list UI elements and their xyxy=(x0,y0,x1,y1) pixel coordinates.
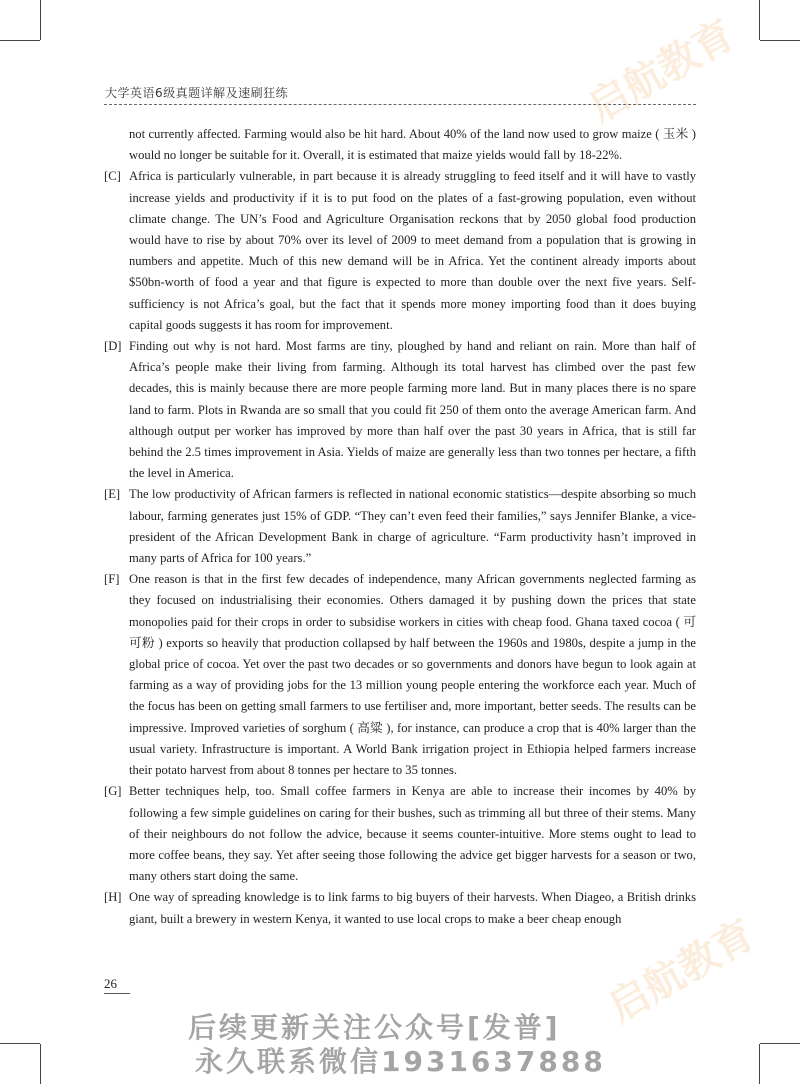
crop-mark xyxy=(759,1044,760,1084)
crop-mark xyxy=(0,40,40,41)
paragraph xyxy=(104,336,696,484)
paragraph-text: One reason is that in the first few decades of independence, many African governments neglected farming as they focused on industrialising their economies. Others damaged it by pushing down the prices that state monopolies paid for their crops in order to subsidise workers in cities with cheap food. Ghana taxed cocoa ( 可可粉 ) exports so heavily that production collapsed by half between the 1960s and 1980s, despite a jump in the global price of cocoa. Yet over the past two decades or so governments and donors have begun to look again at farming as a way of providing jobs for the 13 million young people entering the workforce each year. Much of the focus has been on getting small farmers to use fertiliser and, more important, better seeds. The results can be impressive. Improved varieties of sorghum ( 高粱 ), for instance, can produce a crop that is 40% larger than the usual variety. Infrastructure is important. A World Bank irrigation project in Ethiopia helped farmers increase their potato harvest from about 8 tonnes per hectare to 35 tonnes. xyxy=(129,572,696,778)
paragraph xyxy=(104,484,696,569)
paragraph xyxy=(104,781,696,887)
paragraph-label: [C] xyxy=(104,169,121,184)
watermark-logo: 启航教育 xyxy=(580,11,743,132)
crop-mark xyxy=(40,1044,41,1084)
watermark-logo: 启航教育 xyxy=(600,911,763,1032)
watermark-line-1: 后续更新关注公众号[发普] xyxy=(188,1011,561,1044)
watermark-line-2: 永久联系微信1931637888 xyxy=(195,1045,606,1078)
article-body xyxy=(104,124,696,930)
paragraph-text: not currently affected. Farming would also be hit hard. About 40% of the land now used to grow maize ( 玉米 ) would no longer be suitable for it. Overall, it is estimated that maize yields would fall by 18-22%. xyxy=(129,127,696,163)
crop-mark xyxy=(759,0,760,40)
paragraph-label: [D] xyxy=(104,339,122,354)
paragraph xyxy=(104,569,696,781)
crop-mark xyxy=(0,1043,40,1044)
paragraph-label: [G] xyxy=(104,784,122,799)
paragraph xyxy=(104,166,696,336)
paragraph-label: [E] xyxy=(104,487,121,502)
crop-mark xyxy=(40,0,41,40)
paragraph-text: Africa is particularly vulnerable, in part because it is already struggling to feed itself and it will have to vastly increase yields and productivity if it is to put food on the plates of a fast-growing population, even without climate change. The UN’s Food and Agriculture Organisation reckons that by 2050 global food production would have to rise by about 70% over its level of 2009 to meet demand from a population that is growing in numbers and appetite. Much of this new demand will be in Africa. Yet the continent already imports about $50bn-worth of food a year and that figure is expected to more than double over the next five years. Self-sufficiency is not Africa’s goal, but the fact that it spends more money importing food than it does buying capital goods suggests it has room for improvement. xyxy=(129,169,696,332)
paragraph xyxy=(104,887,696,929)
page-number: 26 xyxy=(104,976,117,991)
crop-mark xyxy=(760,1043,800,1044)
crop-mark xyxy=(760,40,800,41)
running-header: 大学英语6级真题详解及速刷狂练 xyxy=(105,86,289,100)
paragraph-label: [F] xyxy=(104,572,120,587)
header-divider xyxy=(104,104,696,105)
paragraph-label: [H] xyxy=(104,890,122,905)
paragraph-text: Finding out why is not hard. Most farms are tiny, ploughed by hand and reliant on rain. More than half of Africa’s people make their living from farming. Although its total harvest has climbed over the past few decades, this is mainly because there are more people farming more land. But in many places there is no spare land to farm. Plots in Rwanda are so small that you could fit 250 of them onto the average American farm. And although output per worker has improved by more than half over the past 30 years in Africa, that is still far behind the 2.5 times improvement in Asia. Yields of maize are generally less than two tonnes per hectare, a fifth the level in America. xyxy=(129,339,696,481)
paragraph-text: The low productivity of African farmers is reflected in national economic statistics—despite absorbing so much labour, farming generates just 15% of GDP. “They can’t even feed their families,” says Jennifer Blanke, a vice-president of the African Development Bank in charge of agriculture. “Farm productivity hasn’t improved in many parts of Africa for 100 years.” xyxy=(129,487,696,566)
paragraph xyxy=(104,124,696,166)
page-number-underline xyxy=(104,993,130,994)
paragraph-text: One way of spreading knowledge is to link farms to big buyers of their harvests. When Diageo, a British drinks giant, built a brewery in western Kenya, it wanted to use local crops to make a beer cheap enough xyxy=(129,890,696,926)
paragraph-text: Better techniques help, too. Small coffee farmers in Kenya are able to increase their incomes by 40% by following a few simple guidelines on caring for their bushes, such as trimming all but three of their stems. Many of their neighbours do not follow the advice, because it seems counter-intuitive. More stems ought to lead to more coffee beans, they say. Yet after seeing those following the advice get bigger harvests for a season or two, many others start doing the same. xyxy=(129,784,696,884)
